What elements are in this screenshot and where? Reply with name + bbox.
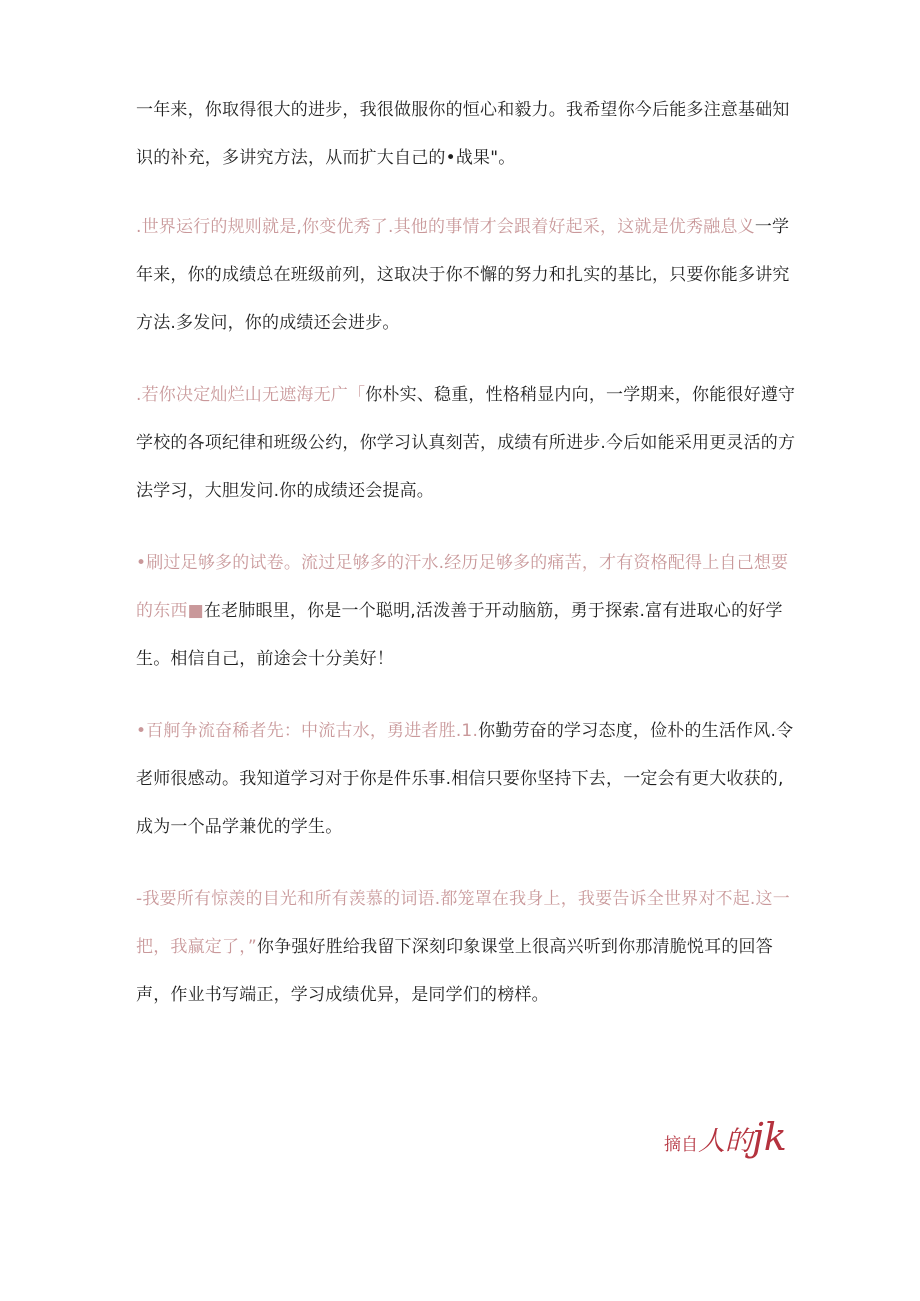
paragraph-3-quote: .若你决定灿烂山无遮海无广「 (136, 385, 366, 405)
paragraph-4-quote: •刷过足够多的试卷。流过足够多的汗水.经历足够多的痛苦，才有资格配得上自己想要的东西■ (136, 553, 789, 621)
paragraph-5 (136, 707, 796, 851)
paragraph-2 (136, 203, 796, 347)
paragraph-3 (136, 371, 796, 515)
paragraph-4-text: 在老肺眼里，你是一个聪明,活泼善于开动脑筋，勇于探索.富有进取心的好学生。相信自己，前途会十分美好！ (136, 601, 783, 669)
paragraph-4 (136, 539, 796, 683)
paragraph-1-text: 一年来，你取得很大的进步，我很做服你的恒心和毅力。我希望你今后能多注意基础知识的补充，多讲究方法，从而扩大自己的•战果"。 (136, 100, 790, 168)
paragraph-5-text: 你勤劳奋的学习态度，俭朴的生活作风.令老师很感动。我知道学习对于你是件乐事.相信只要你坚持下去，一定会有更大收获的,成为一个品学兼优的学生。 (136, 721, 794, 837)
paragraph-3-text: 你朴实、稳重，性格稍显内向，一学期来，你能很好遵守学校的各项纪律和班级公约，你学习认真刻苦，成绩有所进步.今后如能采用更灵活的方法学习，大胆发问.你的成绩还会提高。 (136, 385, 796, 501)
paragraph-5-quote: •百舸争流奋稀者先：中流古水，勇进者胜.1. (136, 721, 479, 741)
paragraph-1 (136, 86, 796, 182)
paragraph-2-quote: .世界运行的规则就是,你变优秀了.其他的事情才会跟着好起采，这就是优秀融息义 (136, 217, 755, 237)
footer-prefix: 摘自 (664, 1135, 698, 1155)
paragraph-2-text: 一学年来，你的成绩总在班级前列，这取决于你不懈的努力和扎实的基比，只要你能多讲究方法.多发问，你的成绩还会进步。 (136, 217, 790, 333)
footer-script-text: 人的 (698, 1126, 752, 1157)
source-footer (664, 1115, 787, 1159)
paragraph-6-text: 你争强好胜给我留下深刻印象课堂上很高兴听到你那清脆悦耳的回答声，作业书写端正，学习成绩优异，是同学们的榜样。 (136, 937, 773, 1005)
paragraph-6-quote: -我要所有惊羡的目光和所有羡慕的词语.都笼罩在我身上，我要告诉全世界对不起.这一把，我赢定了，” (136, 889, 790, 957)
paragraph-6 (136, 875, 796, 1019)
footer-logo-text: jk (752, 1115, 787, 1159)
